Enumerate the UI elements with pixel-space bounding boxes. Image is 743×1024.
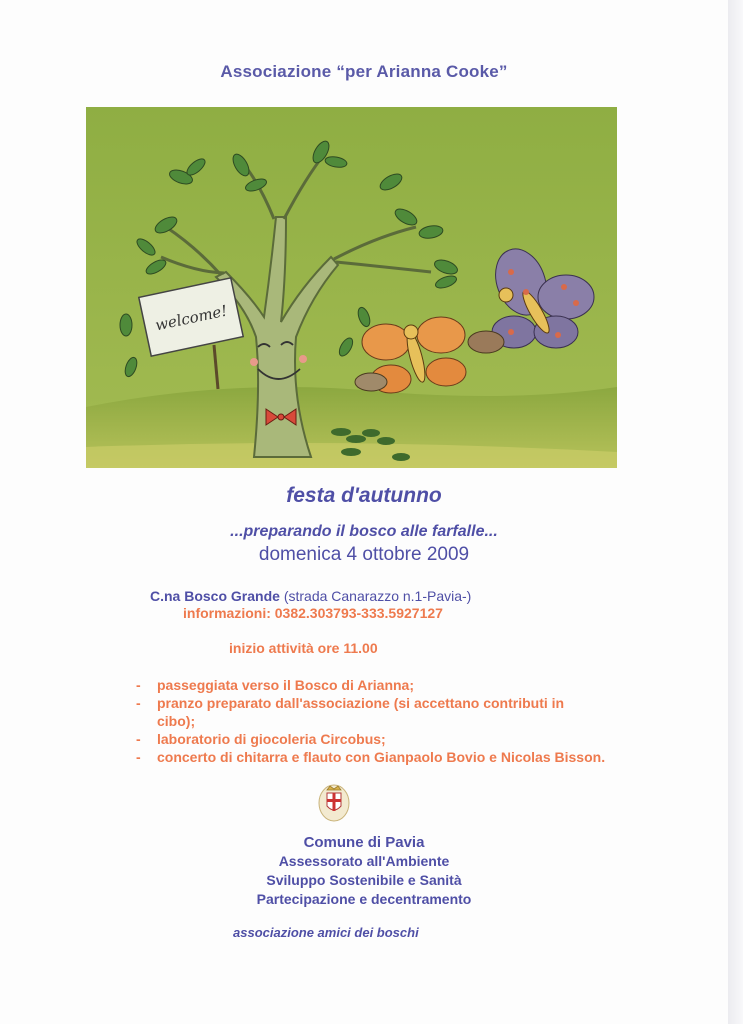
sign-text: welcome! [153, 301, 229, 335]
activity-item [136, 748, 606, 766]
activity-item [136, 694, 606, 730]
city-crest-icon [317, 782, 351, 822]
paper-edge [728, 0, 743, 1024]
activity-text: laboratorio di giocoleria Circobus; [157, 731, 386, 747]
activity-text: concerto di chitarra e flauto con Gianpaolo Bovio e Nicolas Bisson. [157, 749, 606, 765]
event-date: domenica 4 ottobre 2009 [258, 544, 470, 565]
sponsor-block [0, 833, 728, 909]
sponsor-line: Partecipazione e decentramento [256, 891, 472, 907]
event-title: festa d'autunno [286, 484, 442, 507]
partner-association: associazione amici dei boschi [233, 925, 419, 940]
illustration-drawing [86, 107, 617, 468]
list-dash: - [136, 695, 141, 711]
tree-illustration [86, 107, 617, 468]
event-location [150, 588, 471, 604]
activity-item [136, 730, 606, 748]
organizer-heading: Associazione “per Arianna Cooke” [220, 62, 508, 81]
sponsor-line: Sviluppo Sostenibile e Sanità [266, 872, 462, 888]
list-dash: - [136, 677, 141, 693]
location-name: C.na Bosco Grande [150, 588, 280, 604]
activity-item [136, 676, 606, 694]
contact-info: informazioni: 0382.303793-333.5927127 [183, 605, 443, 621]
sponsor-line: Assessorato all'Ambiente [278, 853, 450, 869]
list-dash: - [136, 731, 141, 747]
sponsor-title: Comune di Pavia [303, 834, 425, 851]
start-time: inizio attività ore 11.00 [229, 640, 378, 656]
location-address: (strada Canarazzo n.1-Pavia-) [283, 588, 472, 604]
activity-text: passeggiata verso il Bosco di Arianna; [157, 677, 415, 693]
activity-text: pranzo preparato dall'associazione (si accettano contributi in cibo); [157, 695, 565, 729]
activity-list [136, 676, 606, 766]
list-dash: - [136, 749, 141, 765]
event-subtitle: ...preparando il bosco alle farfalle... [230, 523, 498, 540]
